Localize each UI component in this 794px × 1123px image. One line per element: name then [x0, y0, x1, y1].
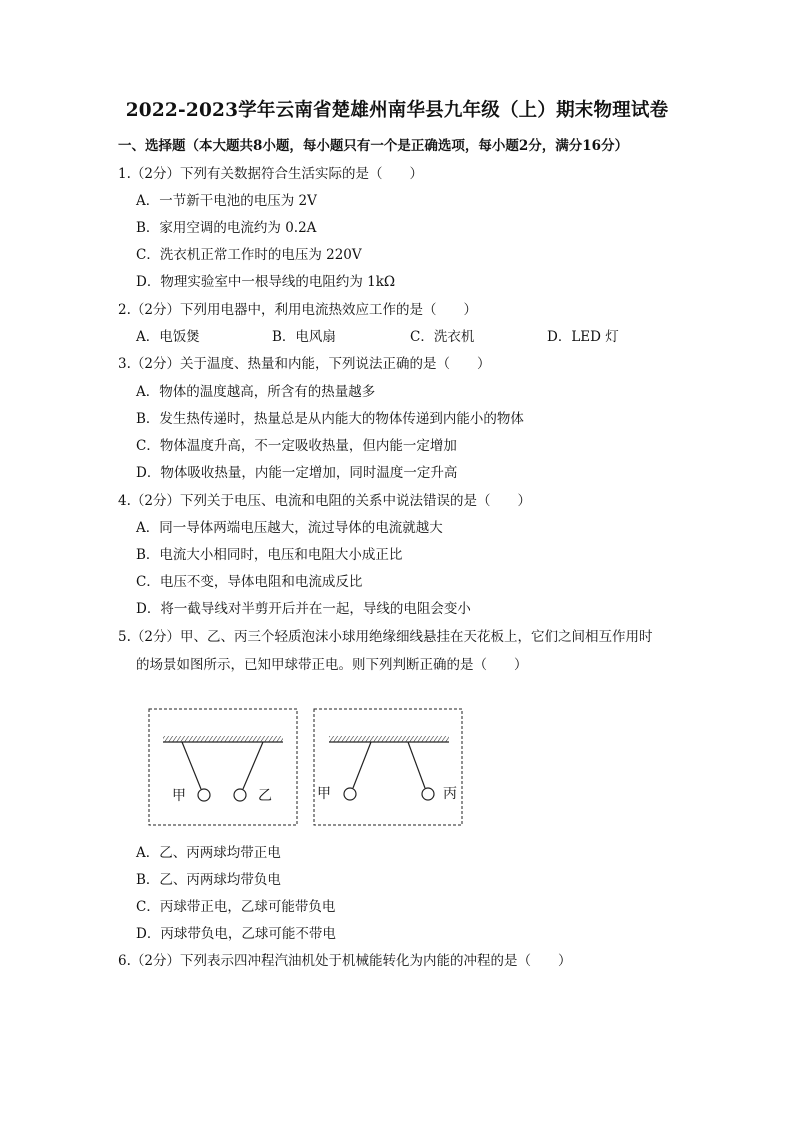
figure-panel-right — [313, 708, 465, 828]
question-5-option-c: C．丙球带正电，乙球可能带负电 — [136, 899, 336, 915]
section-heading: 一、选择题（本大题共8小题，每小题只有一个是正确选项，每小题2分，满分16分） — [118, 138, 629, 154]
ball-2 — [234, 789, 246, 801]
question-4-option-d: D．将一截导线对半剪开后并在一起，导线的电阻会变小 — [136, 601, 471, 617]
question-5-option-d: D．丙球带负电，乙球可能不带电 — [136, 926, 336, 942]
label-bing: 丙 — [443, 786, 457, 802]
question-5-stem-continued: 的场景如图所示，已知甲球带正电。则下列判断正确的是（ ） — [136, 657, 528, 673]
question-1-option-a: A．一节新干电池的电压为 2V — [136, 193, 317, 209]
ball-1 — [344, 788, 356, 800]
label-jia: 甲 — [317, 786, 331, 802]
thread-ball-1 — [182, 742, 201, 789]
ceiling-hatch — [163, 736, 283, 742]
label-yi: 乙 — [258, 788, 272, 804]
question-5-option-b: B．乙、丙两球均带负电 — [136, 872, 281, 888]
question-2-option-a: A．电饭煲 — [136, 329, 200, 345]
thread-ball-1 — [353, 742, 371, 788]
question-4-stem: 4.（2分）下列关于电压、电流和电阻的关系中说法错误的是（ ） — [118, 493, 531, 509]
question-1-option-c: C．洗衣机正常工作时的电压为 220V — [136, 247, 362, 263]
question-6-stem: 6.（2分）下列表示四冲程汽油机处于机械能转化为内能的冲程的是（ ） — [118, 953, 572, 969]
panel-dashed-border — [149, 709, 297, 825]
question-3-option-c: C．物体温度升高，不一定吸收热量，但内能一定增加 — [136, 438, 457, 454]
question-2-option-d: D．LED 灯 — [547, 329, 619, 345]
question-1-option-b: B．家用空调的电流约为 0.2A — [136, 220, 317, 236]
question-5-stem: 5.（2分）甲、乙、丙三个轻质泡沫小球用绝缘细线悬挂在天花板上，它们之间相互作用时 — [118, 629, 653, 645]
question-5-option-a: A．乙、丙两球均带正电 — [136, 845, 281, 861]
question-3-option-a: A．物体的温度越高，所含有的热量越多 — [136, 384, 376, 400]
question-2-stem: 2.（2分）下列用电器中，利用电流热效应工作的是（ ） — [118, 302, 477, 318]
thread-ball-2 — [243, 742, 263, 789]
ball-1 — [198, 789, 210, 801]
question-3-option-b: B．发生热传递时，热量总是从内能大的物体传递到内能小的物体 — [136, 411, 524, 427]
question-1-option-d: D．物理实验室中一根导线的电阻约为 1kΩ — [136, 274, 396, 290]
question-4-option-a: A．同一导体两端电压越大，流过导体的电流就越大 — [136, 520, 443, 536]
label-jia: 甲 — [172, 788, 186, 804]
page-title: 2022-2023学年云南省楚雄州南华县九年级（上）期末物理试卷 — [125, 100, 669, 121]
question-3-option-d: D．物体吸收热量，内能一定增加，同时温度一定升高 — [136, 465, 458, 481]
ball-2 — [422, 788, 434, 800]
question-4-option-b: B．电流大小相同时，电压和电阻大小成正比 — [136, 547, 403, 563]
question-4-option-c: C．电压不变，导体电阻和电流成反比 — [136, 574, 363, 590]
question-2-option-b: B．电风扇 — [272, 329, 336, 345]
question-1-stem: 1.（2分）下列有关数据符合生活实际的是（ ） — [118, 166, 423, 182]
panel-dashed-border — [314, 709, 462, 825]
question-3-stem: 3.（2分）关于温度、热量和内能，下列说法正确的是（ ） — [118, 356, 491, 372]
question-2-option-c: C．洗衣机 — [410, 329, 475, 345]
figure-panel-left — [148, 708, 300, 828]
ceiling-hatch — [329, 736, 449, 742]
thread-ball-2 — [408, 742, 425, 788]
